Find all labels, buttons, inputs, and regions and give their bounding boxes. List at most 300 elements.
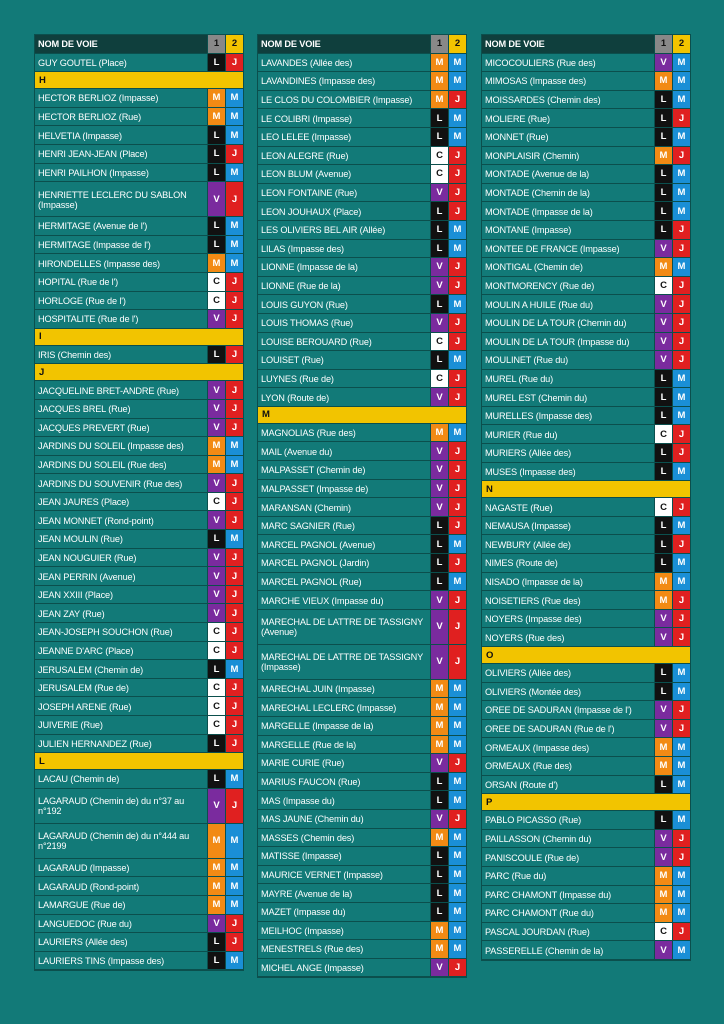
collection-day-2-badge: J (225, 346, 243, 364)
table-row (482, 757, 690, 776)
street-name: MARCEL PAGNOL (Jardin) (258, 554, 430, 572)
collection-day-1-badge: L (654, 463, 672, 481)
table-row (258, 461, 466, 480)
table-row (35, 789, 243, 824)
collection-day-2-badge: M (225, 236, 243, 254)
street-name: NOYERS (Impasse des) (482, 610, 654, 628)
street-name: MONTADE (Chemin de la) (482, 184, 654, 202)
table-row (35, 400, 243, 419)
collection-day-2-badge: M (672, 867, 690, 885)
table-row (258, 847, 466, 866)
street-name: MONTANE (Impasse) (482, 221, 654, 239)
collection-day-1-badge: V (654, 610, 672, 628)
collection-day-2-badge: J (225, 586, 243, 604)
collection-day-2-badge: J (672, 498, 690, 516)
street-name: JACQUES PREVERT (Rue) (35, 419, 207, 437)
street-name: ORSAN (Route d') (482, 776, 654, 794)
collection-day-2-badge: J (225, 54, 243, 72)
table-row (482, 184, 690, 203)
street-name: MAS JAUNE (Chemin du) (258, 810, 430, 828)
collection-day-2-badge: J (448, 184, 466, 202)
collection-day-2-badge: J (225, 933, 243, 951)
street-name: HECTOR BERLIOZ (Impasse) (35, 89, 207, 107)
street-name: NISADO (Impasse de la) (482, 573, 654, 591)
collection-day-1-badge: L (430, 773, 448, 791)
street-name: LAVANDES (Allée des) (258, 54, 430, 72)
street-name: JEAN MOULIN (Rue) (35, 530, 207, 548)
collection-day-2-badge: J (448, 388, 466, 406)
collection-day-1-badge: L (654, 109, 672, 127)
street-name: LUYNES (Rue de) (258, 370, 430, 388)
collection-day-2-badge: M (448, 295, 466, 313)
table-row (35, 273, 243, 292)
street-name: LAGARAUD (Chemin de) du n°444 au n°2199 (35, 824, 207, 858)
collection-day-1-badge: C (654, 425, 672, 443)
table-row (482, 610, 690, 629)
street-name: LEO LELEE (Impasse) (258, 128, 430, 146)
collection-day-1-badge: V (207, 511, 225, 529)
street-name: LE CLOS DU COLOMBIER (Impasse) (258, 91, 430, 109)
collection-day-1-badge: M (207, 824, 225, 858)
section-letter-label: N (486, 483, 493, 495)
street-name: GUY GOUTEL (Place) (35, 54, 207, 72)
collection-day-1-badge: L (207, 145, 225, 163)
collection-day-2-badge: J (225, 604, 243, 622)
table-row (258, 314, 466, 333)
collection-day-2-badge: J (225, 381, 243, 399)
collection-day-2-badge: J (672, 351, 690, 369)
collection-day-1-badge: M (430, 91, 448, 109)
collection-day-2-badge: M (225, 456, 243, 474)
table-row (35, 164, 243, 183)
table-row (35, 511, 243, 530)
table-header (482, 35, 690, 54)
table-row (258, 884, 466, 903)
collection-day-1-badge: M (430, 922, 448, 940)
collection-day-2-badge: J (672, 628, 690, 646)
section-letter-label: M (262, 409, 270, 421)
street-name: MUREL (Rue du) (482, 370, 654, 388)
street-name: NIMES (Route de) (482, 554, 654, 572)
collection-day-2-badge: M (672, 202, 690, 220)
table-row (482, 554, 690, 573)
street-name: MALPASSET (Chemin de) (258, 461, 430, 479)
table-row (35, 716, 243, 735)
collection-day-2-badge: M (225, 770, 243, 788)
street-name: MAZET (Impasse du) (258, 903, 430, 921)
collection-day-2-badge: J (672, 535, 690, 553)
collection-day-1-badge: L (654, 165, 672, 183)
collection-day-1-badge: C (430, 370, 448, 388)
table-row (482, 277, 690, 296)
collection-day-1-badge: C (207, 623, 225, 641)
table-row (482, 109, 690, 128)
collection-day-1-badge: M (430, 698, 448, 716)
street-name: OREE DE SADURAN (Impasse de l') (482, 701, 654, 719)
table-row (258, 959, 466, 978)
street-name: MAURICE VERNET (Impasse) (258, 866, 430, 884)
table-row (35, 437, 243, 456)
street-name: MOULIN DE LA TOUR (Chemin du) (482, 314, 654, 332)
street-name: PASCAL JOURDAN (Rue) (482, 923, 654, 941)
collection-day-1-badge: V (654, 720, 672, 738)
collection-day-2-badge: J (448, 461, 466, 479)
collection-day-2-badge: M (448, 240, 466, 258)
table-row (258, 680, 466, 699)
collection-day-1-badge: L (654, 517, 672, 535)
table-row (35, 697, 243, 716)
collection-day-2-badge: M (672, 388, 690, 406)
section-letter (35, 753, 243, 770)
collection-day-1-badge: V (430, 591, 448, 609)
table-row (482, 573, 690, 592)
table-row (35, 824, 243, 859)
collection-day-1-badge: V (207, 474, 225, 492)
collection-day-2-badge: J (225, 716, 243, 734)
table-header (35, 35, 243, 54)
table-row (258, 791, 466, 810)
street-name: MARECHAL JUIN (Impasse) (258, 680, 430, 698)
collection-day-1-badge: M (654, 72, 672, 90)
table-row (258, 221, 466, 240)
street-name: LEON JOUHAUX (Place) (258, 202, 430, 220)
collection-day-2-badge: J (225, 273, 243, 291)
table-row (482, 333, 690, 352)
collection-day-2-badge: J (672, 923, 690, 941)
table-row (258, 184, 466, 203)
collection-day-1-badge: V (430, 610, 448, 644)
table-row (258, 442, 466, 461)
collection-day-2-badge: J (225, 623, 243, 641)
table-row (258, 698, 466, 717)
collection-day-2-badge: M (448, 424, 466, 442)
table-row (35, 182, 243, 217)
collection-day-1-badge: L (654, 388, 672, 406)
street-name: LEON BLUM (Avenue) (258, 165, 430, 183)
table-row (35, 419, 243, 438)
collection-day-2-badge: M (448, 922, 466, 940)
street-name: MONTADE (Avenue de la) (482, 165, 654, 183)
collection-day-1-badge: C (207, 697, 225, 715)
table-row (482, 683, 690, 702)
collection-day-1-badge: V (207, 567, 225, 585)
collection-day-1-badge: L (430, 128, 448, 146)
street-name: PARC CHAMONT (Rue du) (482, 904, 654, 922)
collection-day-2-badge: M (672, 258, 690, 276)
street-name: LEON FONTAINE (Rue) (258, 184, 430, 202)
table-row (35, 254, 243, 273)
street-name: MONTIGAL (Chemin de) (482, 258, 654, 276)
collection-day-2-badge: J (672, 240, 690, 258)
collection-day-2-badge: J (448, 442, 466, 460)
street-name: MARECHAL DE LATTRE DE TASSIGNY (Avenue) (258, 610, 430, 644)
table-row (258, 610, 466, 645)
street-name: JEAN JAURES (Place) (35, 493, 207, 511)
collection-day-1-badge: L (654, 811, 672, 829)
collection-day-1-badge: M (654, 258, 672, 276)
collection-day-1-badge: V (207, 381, 225, 399)
table-row (482, 147, 690, 166)
table-row (258, 54, 466, 73)
collection-day-1-badge: V (654, 333, 672, 351)
collection-day-1-badge: M (654, 738, 672, 756)
street-name: JOSEPH ARENE (Rue) (35, 697, 207, 715)
street-name: MARIE CURIE (Rue) (258, 754, 430, 772)
table-row (35, 549, 243, 568)
collection-day-1-badge: V (654, 941, 672, 959)
collection-day-1-badge: L (430, 240, 448, 258)
collection-day-1-badge: M (430, 940, 448, 958)
collection-day-1-badge: V (430, 498, 448, 516)
collection-day-2-badge: M (448, 736, 466, 754)
street-table-column-3 (481, 34, 691, 961)
street-name: PAILLASSON (Chemin du) (482, 830, 654, 848)
collection-day-1-badge: C (207, 642, 225, 660)
street-name: LOUISE BEROUARD (Rue) (258, 333, 430, 351)
collection-day-2-badge: M (672, 128, 690, 146)
collection-day-1-badge: M (207, 89, 225, 107)
collection-day-2-badge: J (448, 498, 466, 516)
collection-day-1-badge: L (654, 128, 672, 146)
street-name: MAYRE (Avenue de la) (258, 884, 430, 902)
table-row (35, 292, 243, 311)
table-row (258, 922, 466, 941)
table-row (258, 91, 466, 110)
street-name: MIMOSAS (Impasse des) (482, 72, 654, 90)
table-row (258, 277, 466, 296)
collection-day-2-badge: J (225, 789, 243, 823)
street-name: MICHEL ANGE (Impasse) (258, 959, 430, 977)
table-row (35, 915, 243, 934)
collection-day-1-badge: V (207, 586, 225, 604)
table-row (35, 679, 243, 698)
street-name: MARCEL PAGNOL (Rue) (258, 573, 430, 591)
street-name: LIONNE (Rue de la) (258, 277, 430, 295)
street-name: MOLIERE (Rue) (482, 109, 654, 127)
column-header-name: NOM DE VOIE (258, 35, 430, 53)
collection-day-2-badge: J (448, 610, 466, 644)
collection-day-1-badge: V (430, 480, 448, 498)
table-row (35, 586, 243, 605)
table-row (258, 535, 466, 554)
collection-day-2-badge: M (225, 126, 243, 144)
table-row (258, 554, 466, 573)
collection-day-1-badge: L (207, 164, 225, 182)
collection-day-2-badge: M (672, 184, 690, 202)
collection-day-2-badge: M (448, 940, 466, 958)
collection-day-1-badge: V (654, 848, 672, 866)
collection-day-2-badge: M (225, 437, 243, 455)
collection-day-2-badge: J (448, 959, 466, 977)
section-letter-label: J (39, 366, 45, 378)
table-row (482, 351, 690, 370)
section-letter (35, 329, 243, 346)
collection-day-2-badge: J (225, 419, 243, 437)
table-row (258, 940, 466, 959)
collection-day-2-badge: M (672, 165, 690, 183)
table-row (258, 128, 466, 147)
table-row (482, 848, 690, 867)
collection-day-2-badge: M (448, 866, 466, 884)
section-letter-label: I (39, 331, 42, 343)
street-name: NEWBURY (Allée de) (482, 535, 654, 553)
table-row (258, 258, 466, 277)
table-row (35, 108, 243, 127)
table-row (258, 645, 466, 680)
collection-day-2-badge: M (448, 221, 466, 239)
collection-day-2-badge: J (225, 292, 243, 310)
street-name: MALPASSET (Impasse de) (258, 480, 430, 498)
table-row (35, 381, 243, 400)
street-name: ORMEAUX (Rue des) (482, 757, 654, 775)
collection-day-1-badge: C (207, 292, 225, 310)
collection-day-1-badge: C (654, 277, 672, 295)
column-header-1: 1 (207, 35, 225, 53)
street-name: HECTOR BERLIOZ (Rue) (35, 108, 207, 126)
collection-day-1-badge: L (654, 664, 672, 682)
street-name: MONTEE DE FRANCE (Impasse) (482, 240, 654, 258)
table-row (35, 310, 243, 329)
collection-day-1-badge: V (207, 419, 225, 437)
street-name: LYON (Route de) (258, 388, 430, 406)
table-row (35, 145, 243, 164)
street-name: MOULINET (Rue du) (482, 351, 654, 369)
collection-day-1-badge: L (430, 554, 448, 572)
collection-day-2-badge: M (225, 660, 243, 678)
street-name: JARDINS DU SOLEIL (Rue des) (35, 456, 207, 474)
collection-day-2-badge: J (225, 474, 243, 492)
table-row (258, 370, 466, 389)
section-letter-label: P (486, 796, 493, 808)
collection-day-2-badge: M (672, 554, 690, 572)
collection-day-1-badge: M (430, 736, 448, 754)
collection-day-1-badge: M (430, 717, 448, 735)
street-name: PANISCOULE (Rue de) (482, 848, 654, 866)
collection-day-2-badge: M (448, 884, 466, 902)
street-name: HENRI JEAN-JEAN (Place) (35, 145, 207, 163)
collection-day-2-badge: M (225, 164, 243, 182)
collection-day-2-badge: M (672, 683, 690, 701)
table-row (482, 517, 690, 536)
collection-day-2-badge: J (225, 493, 243, 511)
table-row (35, 859, 243, 878)
street-name: LAGARAUD (Impasse) (35, 859, 207, 877)
collection-day-2-badge: J (672, 277, 690, 295)
street-name: JULIEN HERNANDEZ (Rue) (35, 735, 207, 753)
collection-day-2-badge: M (225, 877, 243, 895)
collection-day-2-badge: J (225, 511, 243, 529)
collection-day-1-badge: V (430, 959, 448, 977)
section-letter (258, 407, 466, 424)
collection-day-2-badge: J (672, 830, 690, 848)
collection-day-1-badge: L (207, 236, 225, 254)
street-name: JUIVERIE (Rue) (35, 716, 207, 734)
table-row (35, 89, 243, 108)
street-name: LE COLIBRI (Impasse) (258, 109, 430, 127)
collection-day-2-badge: M (448, 847, 466, 865)
table-row (258, 736, 466, 755)
street-name: MARECHAL DE LATTRE DE TASSIGNY (Impasse) (258, 645, 430, 679)
collection-day-1-badge: C (207, 273, 225, 291)
collection-day-1-badge: L (207, 660, 225, 678)
collection-day-2-badge: J (448, 370, 466, 388)
collection-day-2-badge: J (672, 109, 690, 127)
table-row (482, 628, 690, 647)
collection-day-1-badge: V (654, 628, 672, 646)
collection-day-1-badge: V (430, 810, 448, 828)
collection-day-1-badge: L (207, 54, 225, 72)
collection-day-2-badge: M (448, 54, 466, 72)
collection-day-2-badge: M (225, 254, 243, 272)
collection-day-2-badge: M (672, 370, 690, 388)
collection-day-1-badge: M (654, 904, 672, 922)
collection-day-2-badge: J (448, 645, 466, 679)
table-row (482, 91, 690, 110)
collection-day-2-badge: J (672, 221, 690, 239)
collection-day-1-badge: L (207, 735, 225, 753)
collection-day-1-badge: L (430, 866, 448, 884)
collection-day-2-badge: M (448, 573, 466, 591)
collection-day-1-badge: M (207, 456, 225, 474)
table-row (482, 738, 690, 757)
collection-day-1-badge: M (430, 680, 448, 698)
collection-day-1-badge: L (654, 184, 672, 202)
street-name: OLIVIERS (Montée des) (482, 683, 654, 701)
street-name: LAMARGUE (Rue de) (35, 896, 207, 914)
collection-day-2-badge: J (225, 697, 243, 715)
table-row (258, 147, 466, 166)
collection-day-1-badge: L (654, 554, 672, 572)
table-row (35, 456, 243, 475)
street-name: JEAN PERRIN (Avenue) (35, 567, 207, 585)
street-name: MURELLES (Impasse des) (482, 407, 654, 425)
collection-day-1-badge: C (430, 165, 448, 183)
table-row (35, 530, 243, 549)
table-row (35, 623, 243, 642)
street-name: MASSES (Chemin des) (258, 829, 430, 847)
table-row (482, 776, 690, 795)
collection-day-1-badge: L (207, 530, 225, 548)
collection-day-1-badge: L (207, 952, 225, 970)
table-row (258, 829, 466, 848)
section-letter (482, 481, 690, 498)
table-row (482, 128, 690, 147)
collection-day-1-badge: V (430, 314, 448, 332)
collection-day-2-badge: J (448, 591, 466, 609)
street-name: HENRIETTE LECLERC DU SABLON (Impasse) (35, 182, 207, 216)
collection-day-1-badge: L (207, 933, 225, 951)
collection-day-1-badge: L (430, 535, 448, 553)
street-name: MONPLAISIR (Chemin) (482, 147, 654, 165)
street-name: MAIL (Avenue du) (258, 442, 430, 460)
table-row (35, 952, 243, 971)
street-name: ORMEAUX (Impasse des) (482, 738, 654, 756)
collection-day-2-badge: M (672, 573, 690, 591)
collection-day-1-badge: M (654, 147, 672, 165)
collection-day-2-badge: J (672, 295, 690, 313)
collection-day-2-badge: M (672, 811, 690, 829)
collection-day-1-badge: L (207, 217, 225, 235)
table-row (35, 493, 243, 512)
table-row (258, 717, 466, 736)
collection-day-1-badge: L (430, 109, 448, 127)
table-row (482, 941, 690, 960)
street-name: LEON ALEGRE (Rue) (258, 147, 430, 165)
street-name: PASSERELLE (Chemin de la) (482, 941, 654, 959)
street-name: LACAU (Chemin de) (35, 770, 207, 788)
collection-day-1-badge: L (430, 351, 448, 369)
street-name: OREE DE SADURAN (Rue de l') (482, 720, 654, 738)
